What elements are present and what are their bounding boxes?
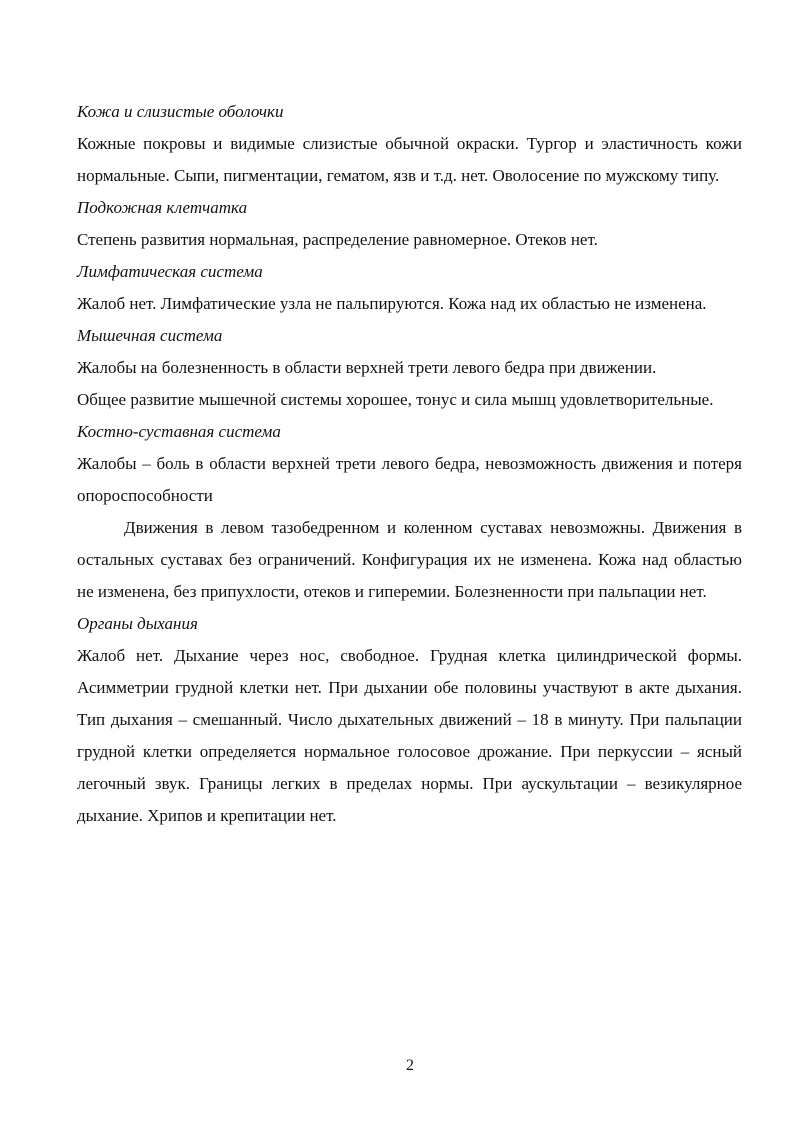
- section-text-muscular: Общее развитие мышечной системы хорошее, тонус и сила мышц удовлетворительные.: [77, 390, 714, 409]
- section-heading-respiratory: Органы дыхания: [77, 614, 198, 633]
- section-text-skin: Кожные покровы и видимые слизистые обычной окраски. Тургор и эластичность кожи нормальные. Сыпи, пигментации, гематом, язв и т.д. нет. Оволосение по мужскому типу.: [77, 134, 742, 185]
- section-text-osteoarticular: Движения в левом тазобедренном и коленном суставах невозможны. Движения в остальных суставах без ограничений. Конфигурация их не изменена. Кожа над областью не изменена, без припухлости, отеков и гиперемии. Болезненности при пальпации нет.: [77, 518, 742, 601]
- section-heading-lymphatic: Лимфатическая система: [77, 262, 263, 281]
- section-text-subcutaneous: Степень развития нормальная, распределение равномерное. Отеков нет.: [77, 230, 598, 249]
- section-heading-skin: Кожа и слизистые оболочки: [77, 102, 284, 121]
- section-complaints-muscular: Жалобы на болезненность в области верхней трети левого бедра при движении.: [77, 358, 657, 377]
- section-heading-osteoarticular: Костно-суставная система: [77, 422, 281, 441]
- section-heading-muscular: Мышечная система: [77, 326, 223, 345]
- section-text-respiratory: Жалоб нет. Дыхание через нос, свободное. Грудная клетка цилиндрической формы. Асимметрии грудной клетки нет. При дыхании обе половины участвуют в акте дыхания. Тип дыхания – смешанный. Число дыхательных движений – 18 в минуту. При пальпации грудной клетки определяется нормальное голосовое дрожание. При перкуссии – ясный легочный звук. Границы легких в пределах нормы. При аускультации – везикулярное дыхание. Хрипов и крепитации нет.: [77, 646, 742, 825]
- page-number: 2: [406, 1057, 414, 1074]
- section-complaints-osteoarticular: Жалобы – боль в области верхней трети левого бедра, невозможность движения и потеря опороспособности: [77, 454, 742, 505]
- document-page: [77, 96, 742, 832]
- section-text-lymphatic: Жалоб нет. Лимфатические узла не пальпируются. Кожа над их областью не изменена.: [77, 294, 707, 313]
- section-heading-subcutaneous: Подкожная клетчатка: [77, 198, 248, 217]
